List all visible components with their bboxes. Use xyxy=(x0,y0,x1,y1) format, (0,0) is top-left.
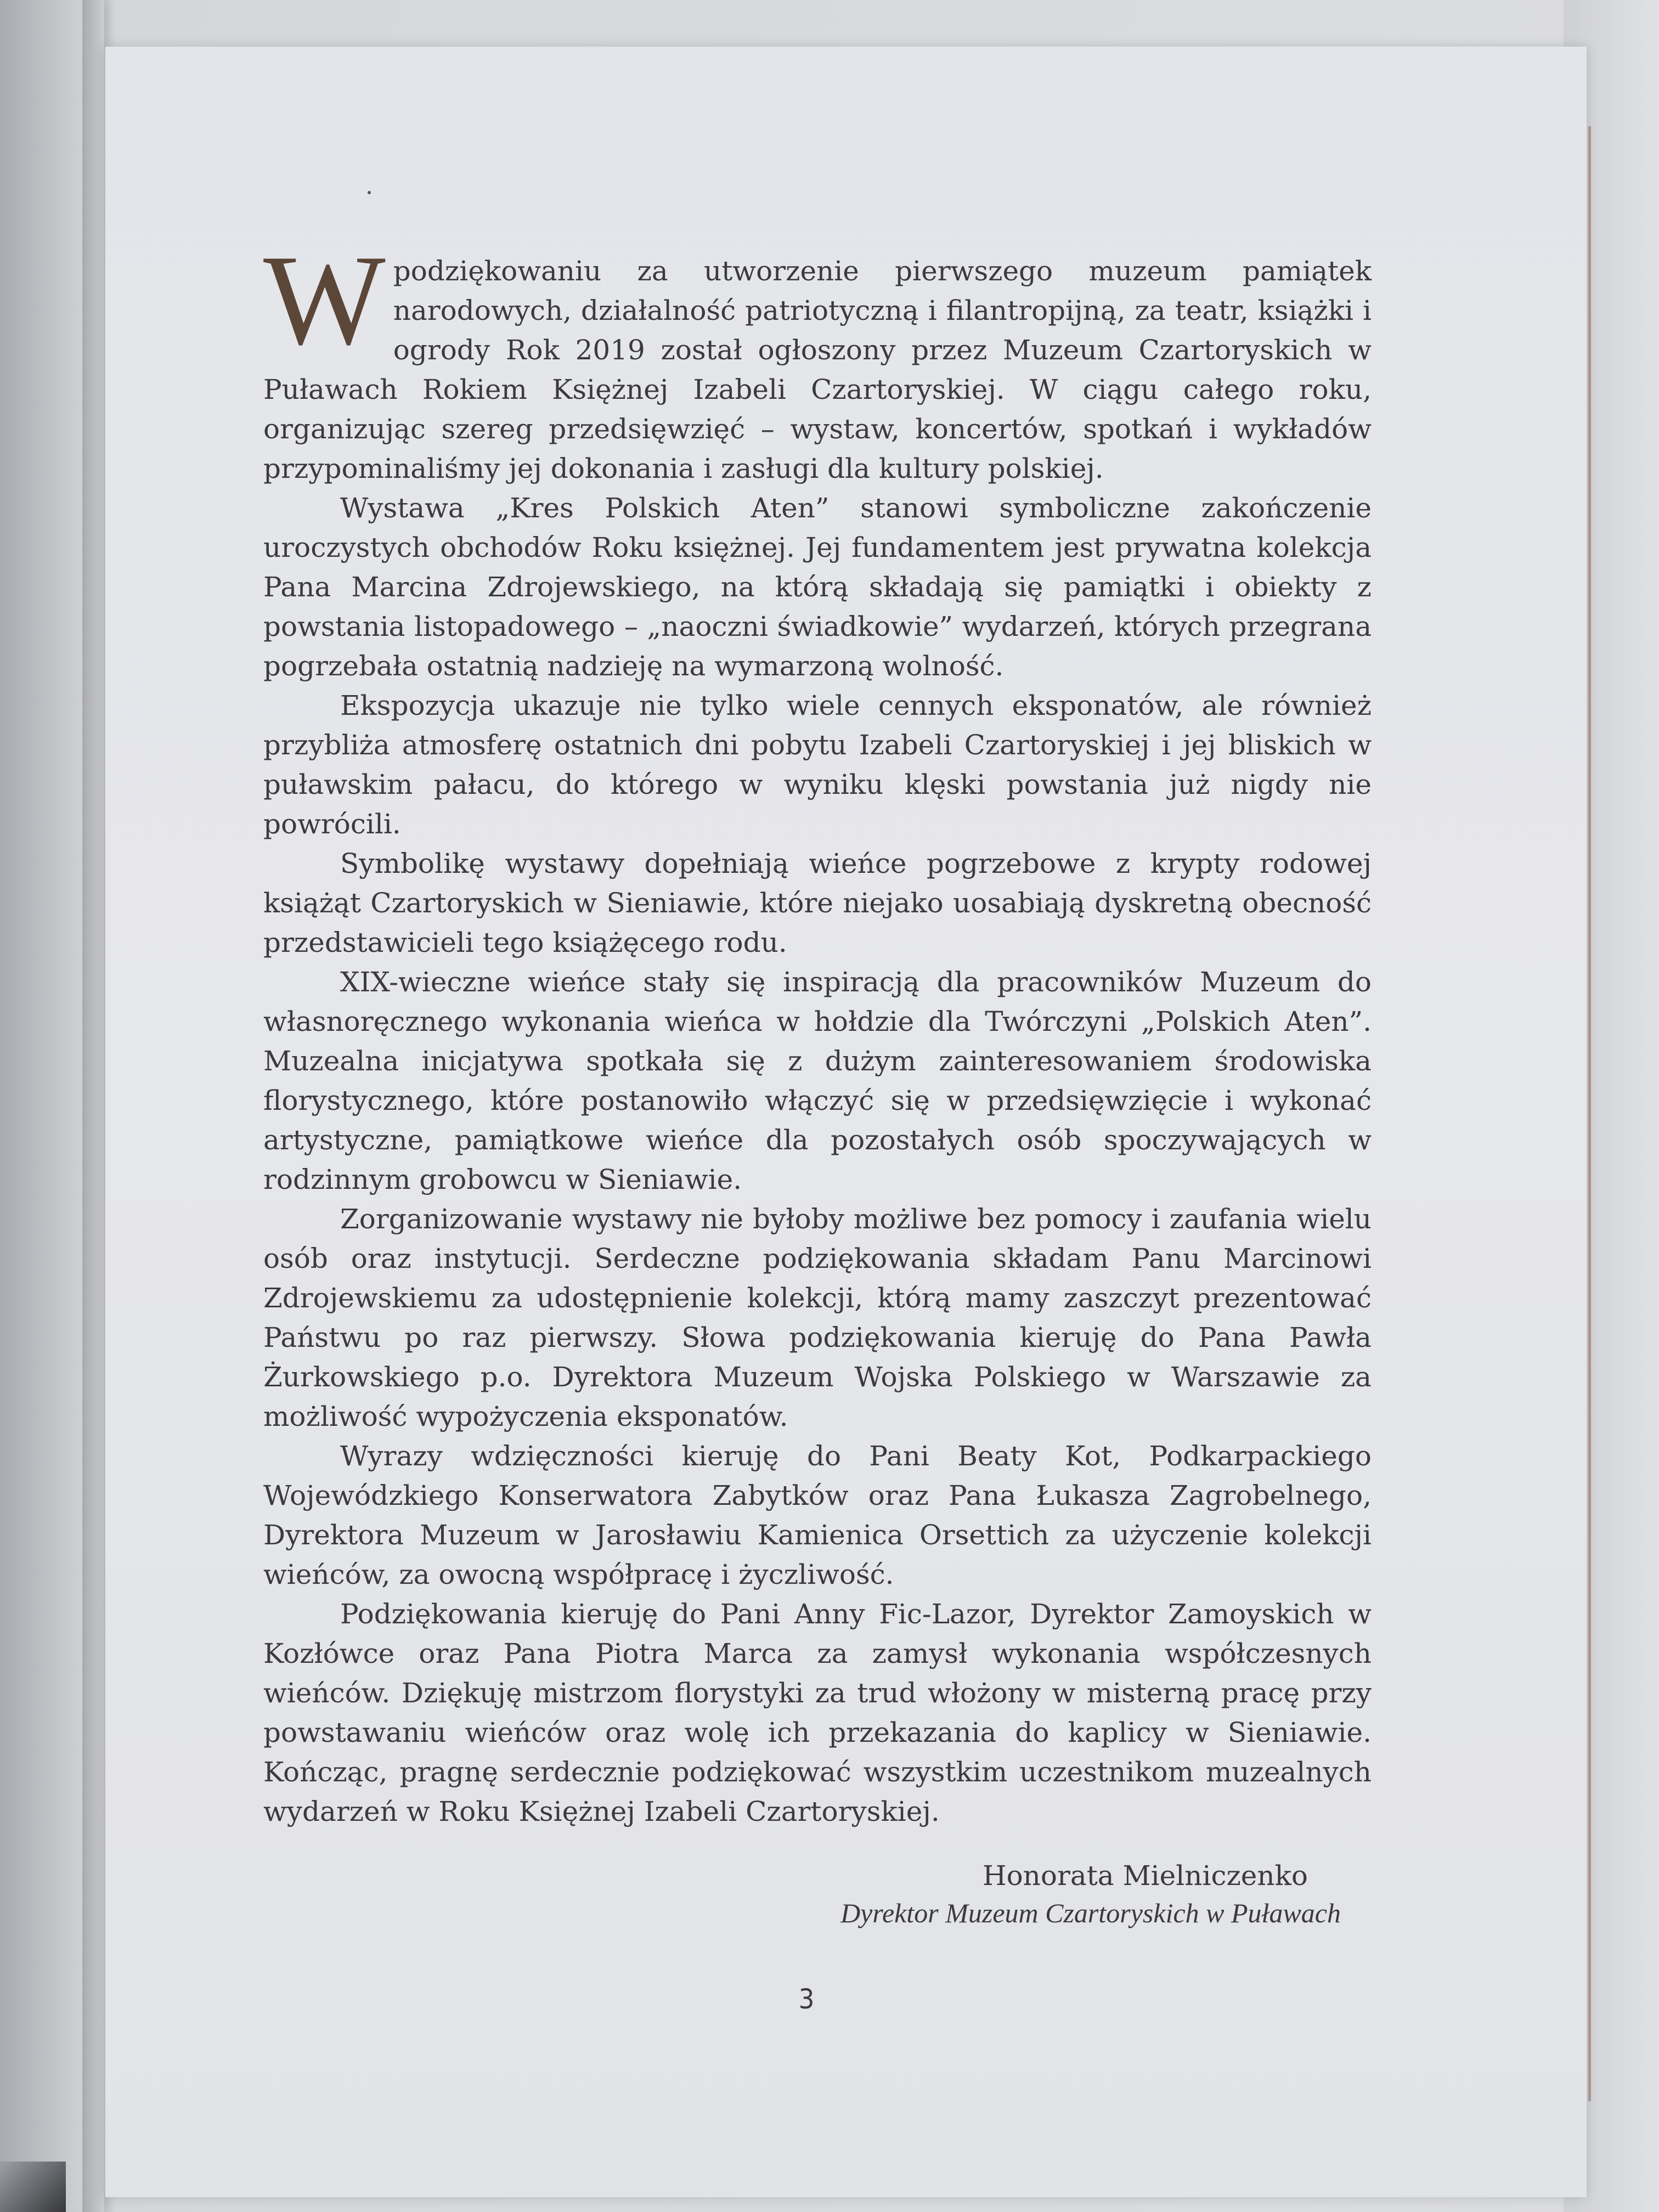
book-cover-corner xyxy=(0,2162,66,2212)
paragraph-7: Wyrazy wdzięczności kieruję do Pani Beaty Kot, Podkarpackiego Wojewódzkiego Konserwatora Zabytków oraz Pana Łukasza Zagrobelnego, Dyrektora Muzeum w Jarosławiu Kamienica Orsettich za użyczenie kolekcji wieńców, za owocną współpracę i życzliwość. xyxy=(263,1440,1372,1590)
drop-cap: W xyxy=(263,229,386,372)
paragraph-8: Podziękowania kieruję do Pani Anny Fic-Lazor, Dyrektor Zamoyskich w Kozłówce oraz Pana Piotra Marca za zamysł wykonania współczesnych wieńców. Dziękuję mistrzom florystyki za trud włożony w misterną pracę przy powstawaniu wieńców oraz wolę ich przekazania do kaplicy w Sieniawie. Kończąc, pragnę serdecznie podziękować wszystkim uczestnikom muzealnych wydarzeń w Roku Księżnej Izabeli Czartoryskiej. xyxy=(263,1598,1372,1827)
paragraph-6: Zorganizowanie wystawy nie byłoby możliwe bez pomocy i zaufania wielu osób oraz instytucji. Serdeczne podziękowania składam Panu Marcinowi Zdrojewskiemu za udostępnienie kolekcji, którą mamy zaszczyt prezentować Państwu po raz pierwszy. Słowa podziękowania kieruję do Pana Pawła Żurkowskiego p.o. Dyrektora Muzeum Wojska Polskiego w Warszawie za możliwość wypożyczenia eksponatów. xyxy=(263,1203,1372,1432)
paragraph-1-text: podziękowaniu za utworzenie pierwszego muzeum pamiątek narodowych, działalność patriotyczną i filantropijną, za teatr, książki i ogrody Rok 2019 został ogłoszony przez Muzeum Czartoryskich w Puławach Rokiem Księżnej Izabeli Czartoryskiej. W ciągu całego roku, organizując szereg przedsięwzięć – wystaw, koncertów, spotkań i wykładów przypominaliśmy jej dokonania i zasługi dla kultury polskiej. xyxy=(263,255,1372,484)
signature-block xyxy=(840,1857,1341,1932)
paragraph-5: XIX-wieczne wieńce stały się inspiracją dla pracowników Muzeum do własnoręcznego wykonania wieńca w hołdzie dla Twórczyni „Polskich Aten”. Muzealna inicjatywa spotkała się z dużym zainteresowaniem środowiska florystycznego, które postanowiło włączyć się w przedsięwzięcie i wykonać artystyczne, pamiątkowe wieńce dla pozostałych osób spoczywających w rodzinnym grobowcu w Sieniawie. xyxy=(263,966,1372,1195)
paper-speck xyxy=(368,191,371,194)
page-number: 3 xyxy=(798,1983,815,2015)
body-text xyxy=(263,229,1372,1831)
paragraph-3: Ekspozycja ukazuje nie tylko wiele cennych eksponatów, ale również przybliża atmosferę ostatnich dni pobytu Izabeli Czartoryskiej i jej bliskich w puławskim pałacu, do którego w wyniku klęski powstania już nigdy nie powrócili. xyxy=(263,690,1372,840)
paragraph-2: Wystawa „Kres Polskich Aten” stanowi symboliczne zakończenie uroczystych obchodów Roku księżnej. Jej fundamentem jest prywatna kolekcja Pana Marcina Zdrojewskiego, na którą składają się pamiątki i obiekty z powstania listopadowego – „naoczni świadkowie” wydarzeń, których przegrana pogrzebała ostatnią nadzieję na wymarzoną wolność. xyxy=(263,492,1372,682)
signature-role: Dyrektor Muzeum Czartoryskich w Puławach xyxy=(840,1898,1341,1928)
page-edge-line xyxy=(1588,126,1591,2101)
paragraph-4: Symbolikę wystawy dopełniają wieńce pogrzebowe z krypty rodowej książąt Czartoryskich w Sieniawie, które niejako uosabiają dyskretną obecność przedstawicieli tego książęcego rodu. xyxy=(263,848,1372,958)
signature-name: Honorata Mielniczenko xyxy=(982,1860,1308,1892)
paragraph-1 xyxy=(263,229,1372,488)
